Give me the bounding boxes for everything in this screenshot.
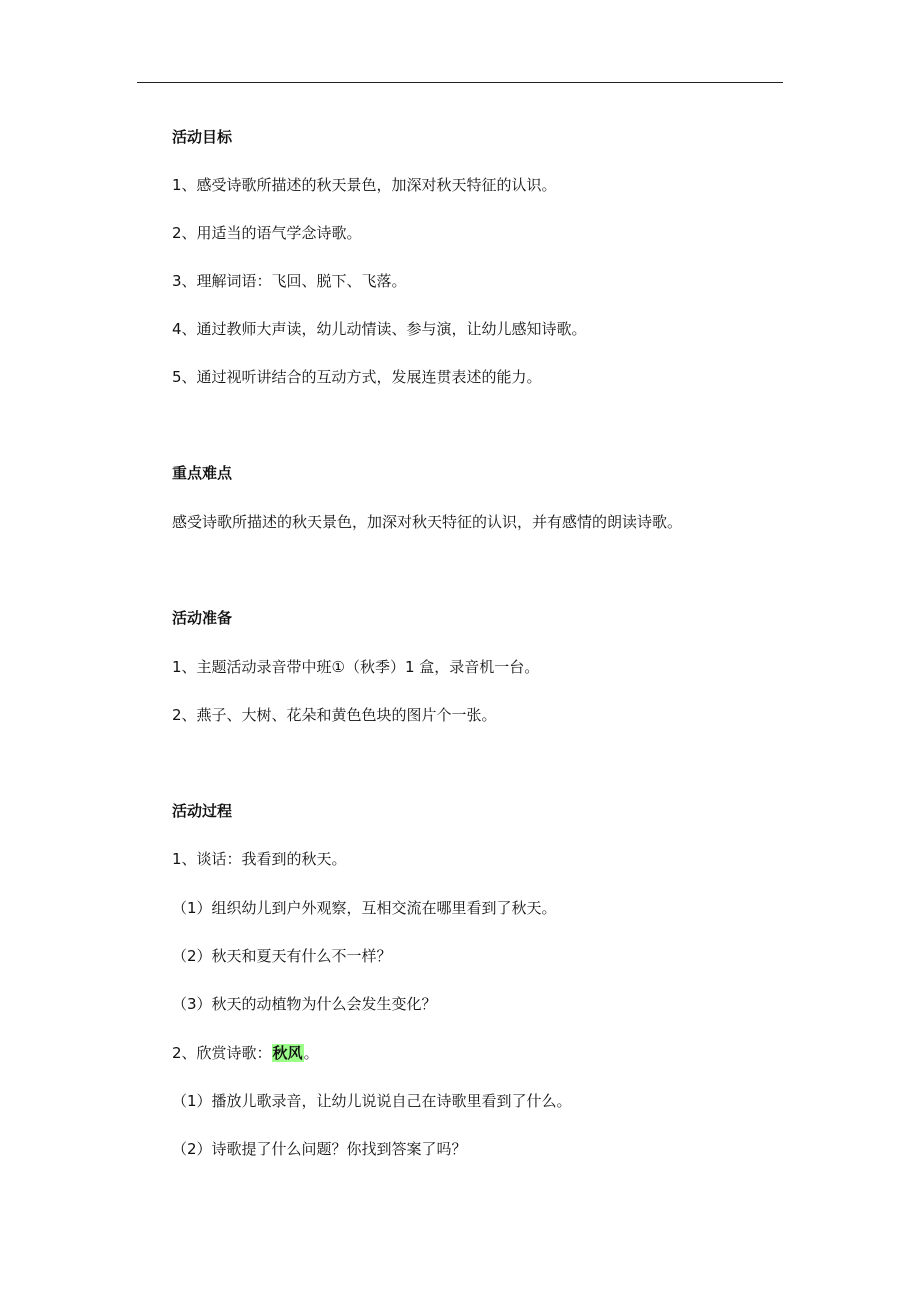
poem-line-suffix: 。 (303, 1044, 319, 1062)
process-subitem-1-1: （1）组织幼儿到户外观察，互相交流在哪里看到了秋天。 (172, 899, 557, 917)
goal-item-3: 3、理解词语：飞回、脱下、飞落。 (172, 272, 407, 290)
process-subitem-2-2: （2）诗歌提了什么问题？你找到答案了吗？ (172, 1140, 467, 1158)
preparation-item-1: 1、主题活动录音带中班①（秋季）1 盒，录音机一台。 (172, 658, 540, 676)
goal-item-5: 5、通过视听讲结合的互动方式，发展连贯表述的能力。 (172, 368, 542, 386)
process-subitem-1-2: （2）秋天和夏天有什么不一样？ (172, 947, 392, 965)
header-rule (137, 82, 783, 83)
goal-item-2: 2、用适当的语气学念诗歌。 (172, 224, 362, 242)
section-heading-process: 活动过程 (172, 802, 233, 820)
goal-item-4: 4、通过教师大声读，幼儿动情读、参与演，让幼儿感知诗歌。 (172, 320, 587, 338)
key-point-text: 感受诗歌所描述的秋天景色，加深对秋天特征的认识，并有感情的朗读诗歌。 (172, 513, 683, 531)
section-heading-preparation: 活动准备 (172, 609, 233, 627)
section-heading-key-points: 重点难点 (172, 464, 233, 482)
poem-title-highlight: 秋风 (272, 1044, 303, 1062)
process-subitem-2-1: （1）播放儿歌录音，让幼儿说说自己在诗歌里看到了什么。 (172, 1092, 572, 1110)
process-subitem-1-3: （3）秋天的动植物为什么会发生变化？ (172, 995, 437, 1013)
section-heading-goals: 活动目标 (172, 128, 233, 146)
process-item-1: 1、谈话：我看到的秋天。 (172, 850, 347, 868)
process-item-2 (172, 1043, 319, 1063)
poem-line-prefix: 2、欣赏诗歌： (172, 1044, 272, 1062)
preparation-item-2: 2、燕子、大树、花朵和黄色色块的图片个一张。 (172, 706, 497, 724)
goal-item-1: 1、感受诗歌所描述的秋天景色，加深对秋天特征的认识。 (172, 176, 557, 194)
